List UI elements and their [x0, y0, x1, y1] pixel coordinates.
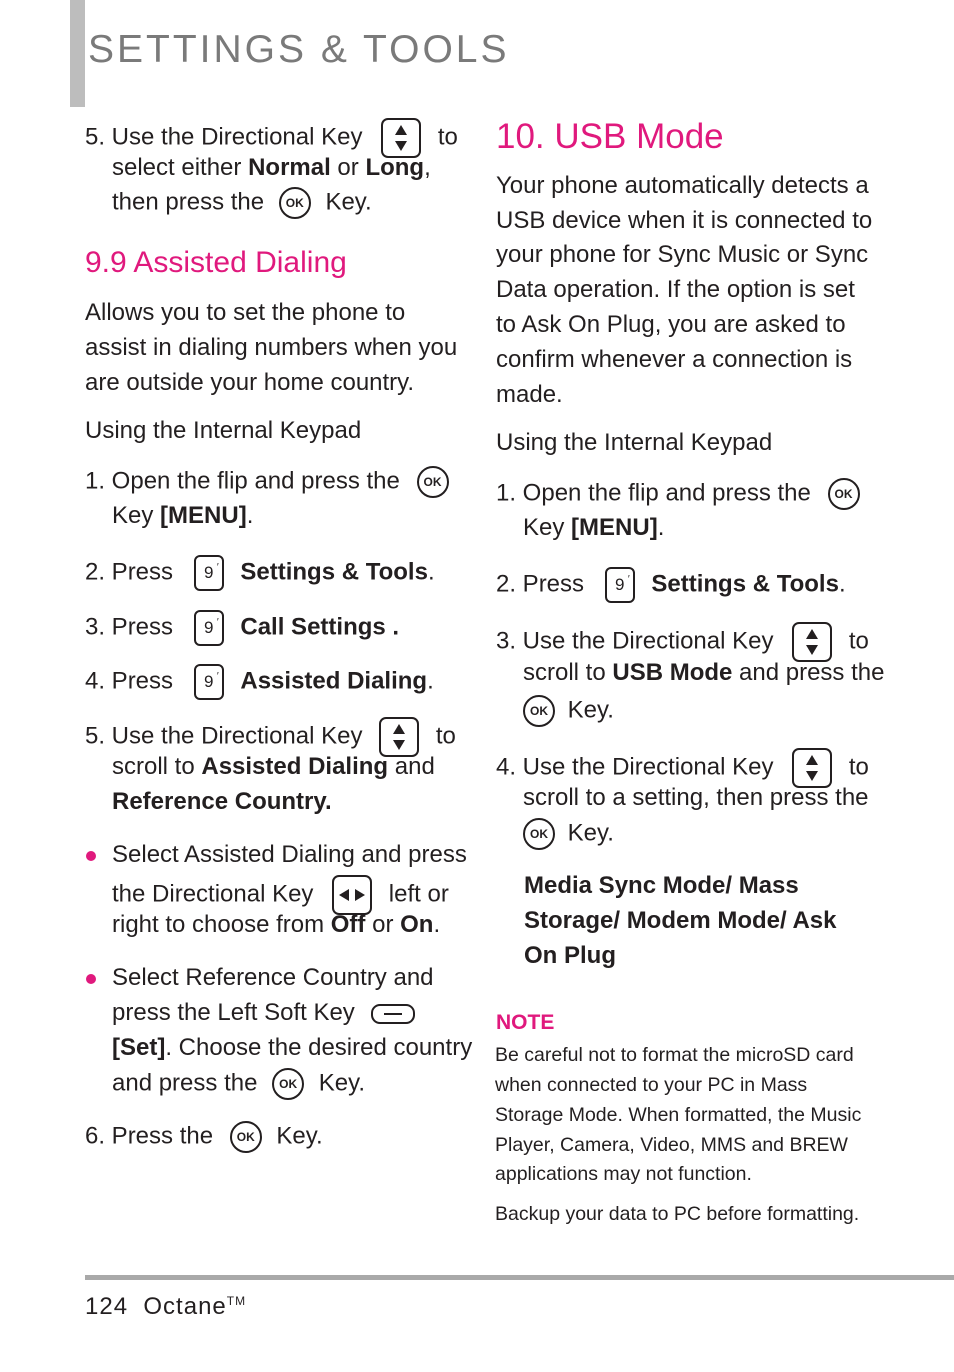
section-heading-usb-mode: 10. USB Mode: [496, 117, 724, 156]
directional-key-icon: [381, 118, 421, 158]
nine-key-icon: 9 ′: [194, 664, 224, 700]
right-intro-line: made.: [496, 381, 563, 408]
nine-key-icon: 9 ′: [194, 610, 224, 646]
nine-key-icon: 9 ′: [194, 555, 224, 591]
left-bullet2-line1: Select Reference Country and: [112, 964, 434, 991]
note-line: Player, Camera, Video, MMS and BREW: [495, 1134, 848, 1156]
left-step1-line2: Key [MENU].: [112, 502, 254, 529]
left-step3: 3. Press 9 ′ Call Settings .: [85, 610, 399, 646]
left-subheading: Using the Internal Keypad: [85, 417, 362, 444]
trademark: TM: [226, 1294, 247, 1308]
left-bullet2-line4: and press the OK Key.: [112, 1068, 365, 1100]
left-bullet2-line2: press the Left Soft Key: [112, 998, 415, 1028]
bullet-icon: [86, 851, 96, 861]
left-step5-top-line3: then press the OK Key.: [112, 187, 372, 219]
ok-key-icon: OK: [230, 1121, 262, 1153]
bullet-icon: [86, 974, 96, 984]
right-intro-line: confirm whenever a connection is: [496, 346, 853, 373]
right-options-line: Media Sync Mode/ Mass: [524, 872, 799, 899]
directional-key-icon: [792, 622, 832, 662]
note-extra: Backup your data to PC before formatting.: [495, 1203, 860, 1225]
right-step1-line1: 1. Open the flip and press the OK: [496, 478, 860, 510]
right-step4-line3: OK Key.: [523, 818, 614, 850]
section-heading-assisted-dialing: 9.9 Assisted Dialing: [85, 246, 347, 279]
right-intro-line: to Ask On Plug, you are asked to: [496, 311, 846, 338]
right-step2: 2. Press 9 ′ Settings & Tools.: [496, 567, 846, 603]
left-step5-line2: scroll to Assisted Dialing and: [112, 753, 435, 780]
note-line: when connected to your PC in Mass: [495, 1074, 808, 1096]
note-line: Be careful not to format the microSD card: [495, 1044, 854, 1066]
page-footer: [85, 1293, 246, 1321]
directional-key-left-right-icon: [332, 875, 372, 915]
left-bullet1-line1: Select Assisted Dialing and press: [112, 841, 467, 868]
ok-key-icon: OK: [523, 695, 555, 727]
nine-key-icon: 9 ′: [605, 567, 635, 603]
ok-key-icon: OK: [279, 187, 311, 219]
page-number: 124: [85, 1293, 129, 1320]
footer-rule: [85, 1275, 954, 1280]
brand-name: Octane: [143, 1293, 227, 1320]
ok-key-icon: OK: [828, 478, 860, 510]
left-bullet2-line3: [Set]. Choose the desired country: [112, 1034, 473, 1061]
left-soft-key-icon: [371, 1004, 415, 1024]
right-step4-line1: 4. Use the Directional Key to: [496, 748, 869, 788]
right-options-line: Storage/ Modem Mode/ Ask: [524, 907, 837, 934]
left-step2: 2. Press 9 ′ Settings & Tools.: [85, 555, 435, 591]
note-line: applications may not function.: [495, 1163, 752, 1185]
right-step1-line2: Key [MENU].: [523, 514, 665, 541]
right-step3-line1: 3. Use the Directional Key to: [496, 622, 869, 662]
page-header-title: SETTINGS & TOOLS: [88, 28, 510, 71]
header-bar: [70, 0, 85, 107]
left-bullet1-line2: the Directional Key left or: [112, 875, 449, 915]
ok-key-icon: OK: [523, 818, 555, 850]
left-intro-line: are outside your home country.: [85, 369, 415, 396]
directional-key-icon: [379, 717, 419, 757]
right-step3-line2: scroll to USB Mode and press the: [523, 659, 885, 686]
left-intro-line: assist in dialing numbers when you: [85, 334, 458, 361]
right-intro-line: Your phone automatically detects a: [496, 172, 869, 199]
right-intro-line: Data operation. If the option is set: [496, 276, 855, 303]
right-intro-line: USB device when it is connected to: [496, 207, 873, 234]
right-subheading: Using the Internal Keypad: [496, 429, 773, 456]
right-options-line: On Plug: [524, 942, 616, 969]
left-intro-line: Allows you to set the phone to: [85, 299, 406, 326]
left-step5-line1: 5. Use the Directional Key to: [85, 717, 456, 757]
right-step4-line2: scroll to a setting, then press the: [523, 784, 869, 811]
left-step6: 6. Press the OK Key.: [85, 1121, 323, 1153]
left-step5-top-line1: 5. Use the Directional Key to: [85, 118, 458, 158]
right-intro-line: your phone for Sync Music or Sync: [496, 241, 869, 268]
left-step4: 4. Press 9 ′ Assisted Dialing.: [85, 664, 434, 700]
left-step5-line3: Reference Country.: [112, 788, 332, 815]
ok-key-icon: OK: [417, 466, 449, 498]
ok-key-icon: OK: [272, 1068, 304, 1100]
directional-key-icon: [792, 748, 832, 788]
left-bullet1-line3: right to choose from Off or On.: [112, 911, 441, 938]
left-step1-line1: 1. Open the flip and press the OK: [85, 466, 449, 498]
right-step3-line3: OK Key.: [523, 695, 614, 727]
note-heading: NOTE: [496, 1011, 555, 1034]
note-line: Storage Mode. When formatted, the Music: [495, 1104, 862, 1126]
left-step5-top-line2: select either Normal or Long,: [112, 154, 431, 181]
